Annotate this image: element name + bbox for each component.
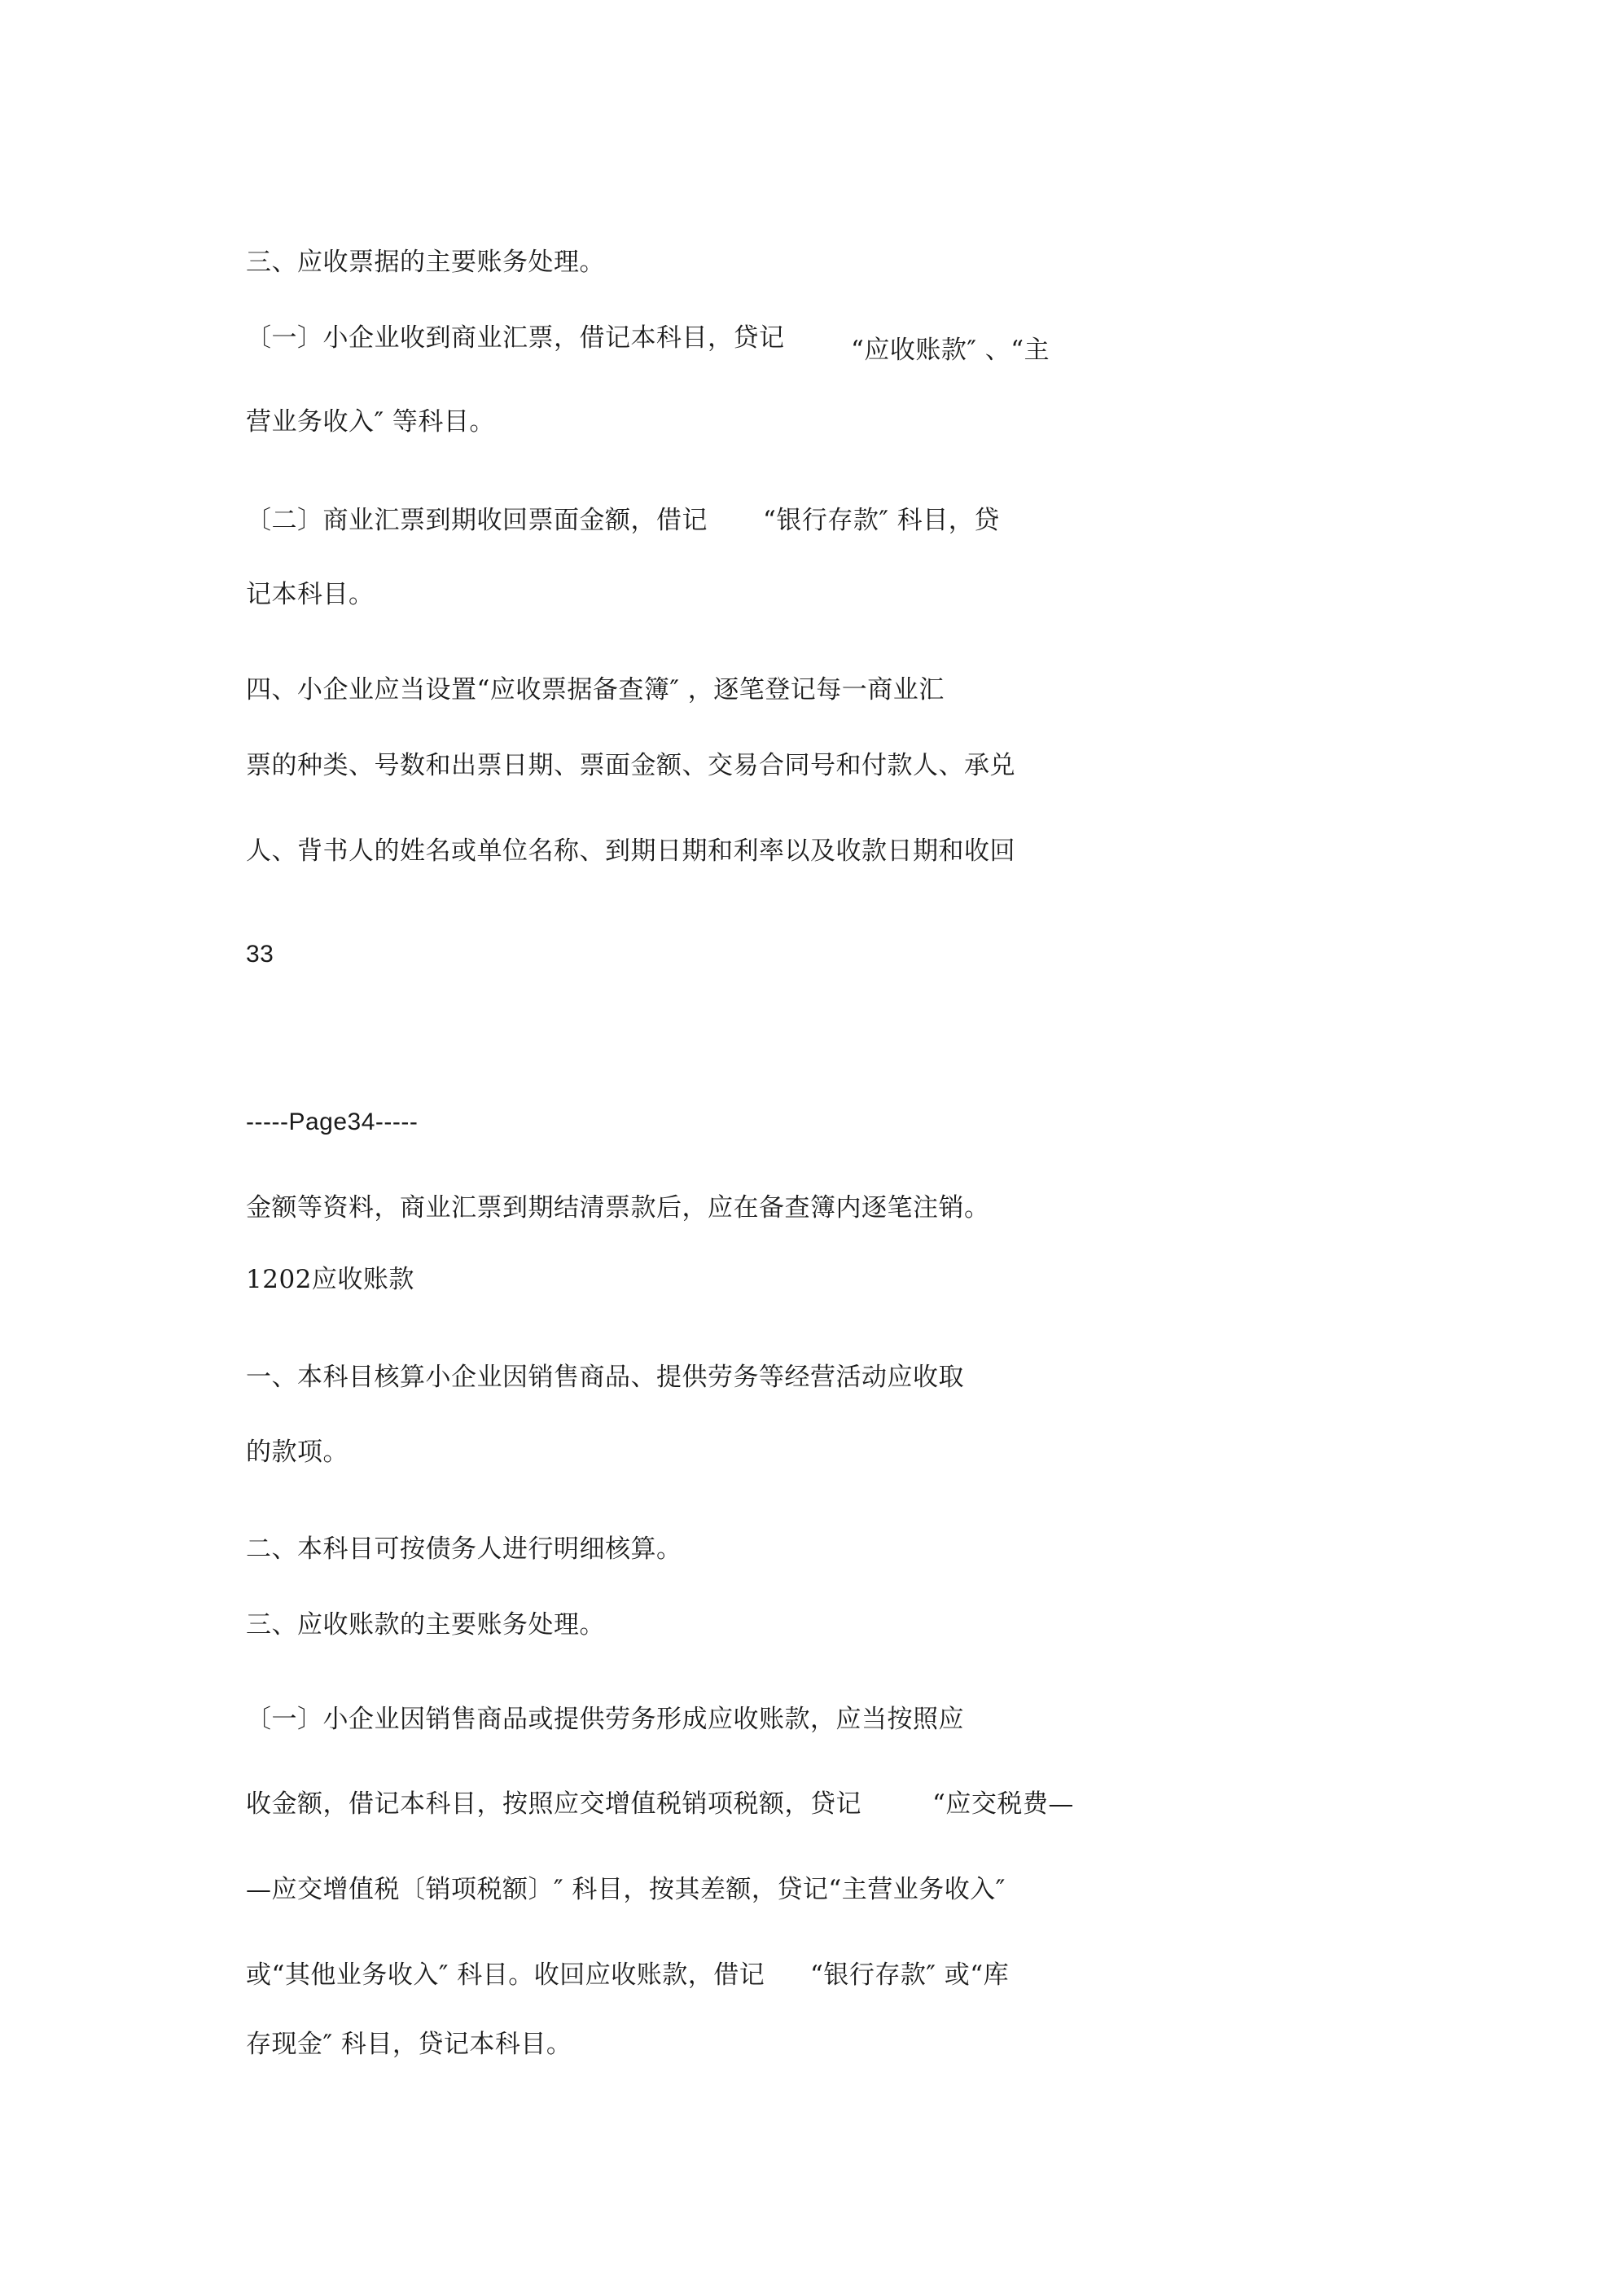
paragraph-line: —应交增值税〔销项税额〕″ 科目，按其差额，贷记“主营业务收入″ <box>246 1875 1006 1904</box>
paragraph-line: 〔二〕商业汇票到期收回票面金额，借记 <box>246 506 708 535</box>
paragraph-line: 人、背书人的姓名或单位名称、到期日期和利率以及收款日期和收回 <box>246 836 1015 866</box>
paragraph-line: 或“其他业务收入″ 科目。收回应收账款，借记 <box>246 1960 765 1990</box>
heading-notes-receivable-accounting: 三、应收票据的主要账务处理。 <box>246 248 605 277</box>
heading-accounts-receivable-accounting: 三、应收账款的主要账务处理。 <box>246 1610 605 1640</box>
paragraph-line: 金额等资料，商业汇票到期结清票款后，应在备查簿内逐笔注销。 <box>246 1193 990 1223</box>
paragraph-line: 存现金″ 科目，贷记本科目。 <box>246 2030 572 2059</box>
paragraph-line: 二、本科目可按债务人进行明细核算。 <box>246 1534 682 1564</box>
paragraph-line: 〔一〕小企业因销售商品或提供劳务形成应收账款，应当按照应 <box>246 1705 964 1734</box>
paragraph-line: 的款项。 <box>246 1438 349 1467</box>
paragraph-line: 四、小企业应当设置“应收票据备查簿″ ，逐笔登记每一商业汇 <box>246 675 945 705</box>
paragraph-line: 记本科目。 <box>246 580 375 609</box>
paragraph-line: 票的种类、号数和出票日期、票面金额、交易合同号和付款人、承兑 <box>246 751 1015 780</box>
heading-accounts-receivable: 1202应收账款 <box>246 1265 414 1294</box>
paragraph-line: 收金额，借记本科目，按照应交增值税销项税额，贷记 <box>246 1789 861 1819</box>
paragraph-line-fragment: “银行存款″ 或“库 <box>810 1960 1010 1990</box>
page-number: 33 <box>246 941 274 968</box>
paragraph-line: 营业务收入″ 等科目。 <box>246 407 495 437</box>
page-marker: -----Page34----- <box>246 1108 419 1135</box>
paragraph-line-fragment: “应收账款″ 、“主 <box>851 336 1050 365</box>
paragraph-line: 〔一〕小企业收到商业汇票，借记本科目，贷记 <box>246 323 785 353</box>
paragraph-line-fragment: “银行存款″ 科目，贷 <box>763 506 1000 535</box>
paragraph-line: 一、本科目核算小企业因销售商品、提供劳务等经营活动应收取 <box>246 1363 964 1392</box>
paragraph-line-fragment: “应交税费— <box>932 1789 1074 1819</box>
